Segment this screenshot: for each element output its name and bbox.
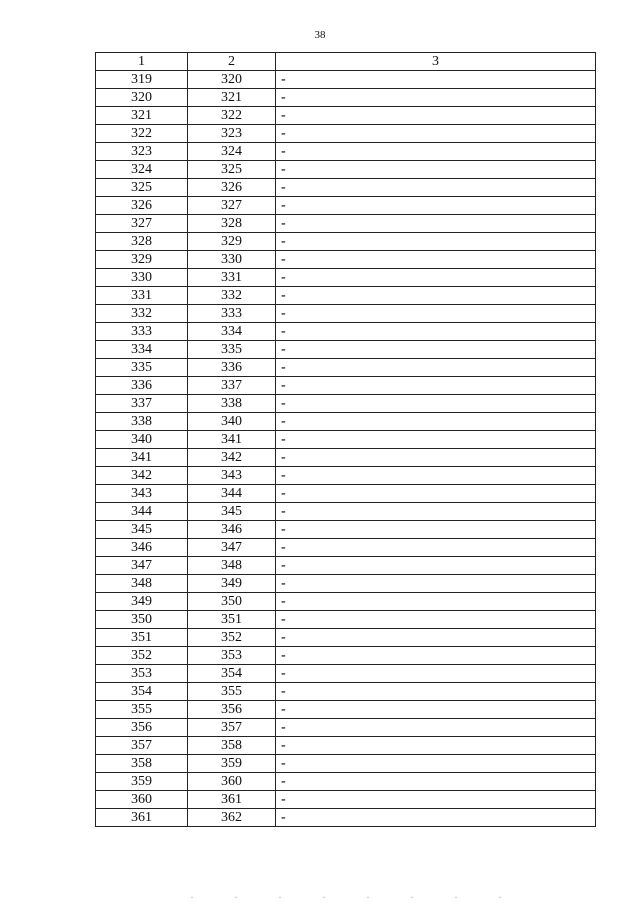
cell-col-1: 349 — [96, 593, 188, 611]
cell-col-2: 334 — [188, 323, 276, 341]
table-row — [96, 251, 596, 269]
cell-col-2: 342 — [188, 449, 276, 467]
cell-col-3: - — [276, 719, 596, 737]
page-number: 38 — [314, 29, 326, 41]
cell-col-3: - — [276, 467, 596, 485]
table-row — [96, 431, 596, 449]
cell-col-3: - — [276, 683, 596, 701]
table-row — [96, 737, 596, 755]
table-row — [96, 395, 596, 413]
cell-col-1: 352 — [96, 647, 188, 665]
cell-col-2: 332 — [188, 287, 276, 305]
table-row — [96, 269, 596, 287]
cell-col-3: - — [276, 611, 596, 629]
cell-col-2: 330 — [188, 251, 276, 269]
cell-col-3: - — [276, 179, 596, 197]
table-row — [96, 629, 596, 647]
cell-col-3: - — [276, 665, 596, 683]
cell-col-1: 326 — [96, 197, 188, 215]
cell-col-1: 347 — [96, 557, 188, 575]
table-row — [96, 179, 596, 197]
cell-col-3: - — [276, 593, 596, 611]
cell-col-2: 328 — [188, 215, 276, 233]
cell-col-3: - — [276, 629, 596, 647]
cell-col-3: - — [276, 251, 596, 269]
table-row — [96, 377, 596, 395]
cell-col-1: 320 — [96, 89, 188, 107]
cell-col-3: - — [276, 377, 596, 395]
cell-col-3: - — [276, 791, 596, 809]
cell-col-2: 352 — [188, 629, 276, 647]
table-body — [96, 71, 596, 827]
cell-col-3: - — [276, 413, 596, 431]
table-row — [96, 197, 596, 215]
cell-col-2: 338 — [188, 395, 276, 413]
cell-col-1: 337 — [96, 395, 188, 413]
cell-col-1: 334 — [96, 341, 188, 359]
cell-col-2: 321 — [188, 89, 276, 107]
cell-col-1: 327 — [96, 215, 188, 233]
cell-col-1: 361 — [96, 809, 188, 827]
cell-col-2: 356 — [188, 701, 276, 719]
cell-col-1: 319 — [96, 71, 188, 89]
cell-col-3: - — [276, 449, 596, 467]
table-row — [96, 125, 596, 143]
cell-col-2: 357 — [188, 719, 276, 737]
cell-col-3: - — [276, 521, 596, 539]
table-row — [96, 89, 596, 107]
cell-col-3: - — [276, 737, 596, 755]
scan-artifacts — [170, 896, 530, 899]
cell-col-1: 330 — [96, 269, 188, 287]
cell-col-2: 320 — [188, 71, 276, 89]
table-row — [96, 791, 596, 809]
cell-col-1: 342 — [96, 467, 188, 485]
table-row — [96, 665, 596, 683]
table-row — [96, 323, 596, 341]
table-row — [96, 809, 596, 827]
cell-col-1: 324 — [96, 161, 188, 179]
cell-col-1: 351 — [96, 629, 188, 647]
table-row — [96, 503, 596, 521]
cell-col-1: 360 — [96, 791, 188, 809]
cell-col-2: 327 — [188, 197, 276, 215]
cell-col-3: - — [276, 125, 596, 143]
column-header-3: 3 — [276, 53, 596, 71]
cell-col-3: - — [276, 395, 596, 413]
cell-col-3: - — [276, 107, 596, 125]
cell-col-1: 338 — [96, 413, 188, 431]
cell-col-2: 340 — [188, 413, 276, 431]
cell-col-1: 331 — [96, 287, 188, 305]
cell-col-3: - — [276, 233, 596, 251]
table-row — [96, 575, 596, 593]
cell-col-3: - — [276, 431, 596, 449]
cell-col-3: - — [276, 575, 596, 593]
cell-col-3: - — [276, 773, 596, 791]
cell-col-1: 359 — [96, 773, 188, 791]
cell-col-1: 336 — [96, 377, 188, 395]
cell-col-3: - — [276, 287, 596, 305]
cell-col-1: 357 — [96, 737, 188, 755]
cell-col-2: 341 — [188, 431, 276, 449]
table-row — [96, 683, 596, 701]
cell-col-2: 362 — [188, 809, 276, 827]
cell-col-2: 349 — [188, 575, 276, 593]
cell-col-3: - — [276, 647, 596, 665]
cell-col-2: 354 — [188, 665, 276, 683]
cell-col-2: 350 — [188, 593, 276, 611]
table-row — [96, 305, 596, 323]
cell-col-2: 345 — [188, 503, 276, 521]
table-row — [96, 593, 596, 611]
cell-col-3: - — [276, 71, 596, 89]
table-row — [96, 287, 596, 305]
cell-col-1: 344 — [96, 503, 188, 521]
cell-col-1: 328 — [96, 233, 188, 251]
cell-col-1: 356 — [96, 719, 188, 737]
cell-col-1: 341 — [96, 449, 188, 467]
table-row — [96, 161, 596, 179]
table-row — [96, 539, 596, 557]
cell-col-1: 322 — [96, 125, 188, 143]
table-row — [96, 719, 596, 737]
cell-col-2: 325 — [188, 161, 276, 179]
cell-col-2: 348 — [188, 557, 276, 575]
cell-col-2: 337 — [188, 377, 276, 395]
cell-col-2: 331 — [188, 269, 276, 287]
cell-col-2: 329 — [188, 233, 276, 251]
cell-col-1: 358 — [96, 755, 188, 773]
cell-col-1: 354 — [96, 683, 188, 701]
table-row — [96, 71, 596, 89]
cell-col-2: 344 — [188, 485, 276, 503]
table-row — [96, 143, 596, 161]
cell-col-1: 340 — [96, 431, 188, 449]
data-table — [95, 52, 596, 827]
cell-col-2: 323 — [188, 125, 276, 143]
cell-col-2: 353 — [188, 647, 276, 665]
cell-col-1: 333 — [96, 323, 188, 341]
table-row — [96, 413, 596, 431]
cell-col-1: 350 — [96, 611, 188, 629]
cell-col-1: 329 — [96, 251, 188, 269]
cell-col-3: - — [276, 89, 596, 107]
table-row — [96, 701, 596, 719]
table-row — [96, 485, 596, 503]
table-row — [96, 359, 596, 377]
cell-col-2: 333 — [188, 305, 276, 323]
table-row — [96, 611, 596, 629]
cell-col-1: 332 — [96, 305, 188, 323]
cell-col-3: - — [276, 539, 596, 557]
table-header-row — [96, 53, 596, 71]
cell-col-3: - — [276, 359, 596, 377]
table-row — [96, 755, 596, 773]
table-row — [96, 521, 596, 539]
cell-col-1: 335 — [96, 359, 188, 377]
table-row — [96, 647, 596, 665]
cell-col-3: - — [276, 485, 596, 503]
cell-col-3: - — [276, 161, 596, 179]
table-row — [96, 215, 596, 233]
cell-col-2: 355 — [188, 683, 276, 701]
cell-col-1: 348 — [96, 575, 188, 593]
cell-col-3: - — [276, 503, 596, 521]
table-row — [96, 341, 596, 359]
cell-col-3: - — [276, 143, 596, 161]
cell-col-2: 359 — [188, 755, 276, 773]
cell-col-2: 324 — [188, 143, 276, 161]
cell-col-3: - — [276, 701, 596, 719]
cell-col-3: - — [276, 269, 596, 287]
cell-col-1: 323 — [96, 143, 188, 161]
table-row — [96, 467, 596, 485]
cell-col-2: 336 — [188, 359, 276, 377]
cell-col-2: 322 — [188, 107, 276, 125]
cell-col-2: 361 — [188, 791, 276, 809]
cell-col-2: 360 — [188, 773, 276, 791]
cell-col-1: 346 — [96, 539, 188, 557]
cell-col-1: 353 — [96, 665, 188, 683]
column-header-1: 1 — [96, 53, 188, 71]
cell-col-3: - — [276, 215, 596, 233]
cell-col-3: - — [276, 341, 596, 359]
cell-col-1: 345 — [96, 521, 188, 539]
table-row — [96, 557, 596, 575]
cell-col-3: - — [276, 755, 596, 773]
cell-col-2: 358 — [188, 737, 276, 755]
cell-col-2: 347 — [188, 539, 276, 557]
table-row — [96, 449, 596, 467]
cell-col-3: - — [276, 323, 596, 341]
cell-col-2: 346 — [188, 521, 276, 539]
cell-col-2: 343 — [188, 467, 276, 485]
cell-col-3: - — [276, 809, 596, 827]
cell-col-2: 335 — [188, 341, 276, 359]
column-header-2: 2 — [188, 53, 276, 71]
table-row — [96, 233, 596, 251]
cell-col-3: - — [276, 305, 596, 323]
cell-col-2: 326 — [188, 179, 276, 197]
cell-col-1: 343 — [96, 485, 188, 503]
cell-col-1: 325 — [96, 179, 188, 197]
cell-col-2: 351 — [188, 611, 276, 629]
cell-col-3: - — [276, 557, 596, 575]
table-row — [96, 773, 596, 791]
cell-col-1: 321 — [96, 107, 188, 125]
table-row — [96, 107, 596, 125]
cell-col-1: 355 — [96, 701, 188, 719]
cell-col-3: - — [276, 197, 596, 215]
